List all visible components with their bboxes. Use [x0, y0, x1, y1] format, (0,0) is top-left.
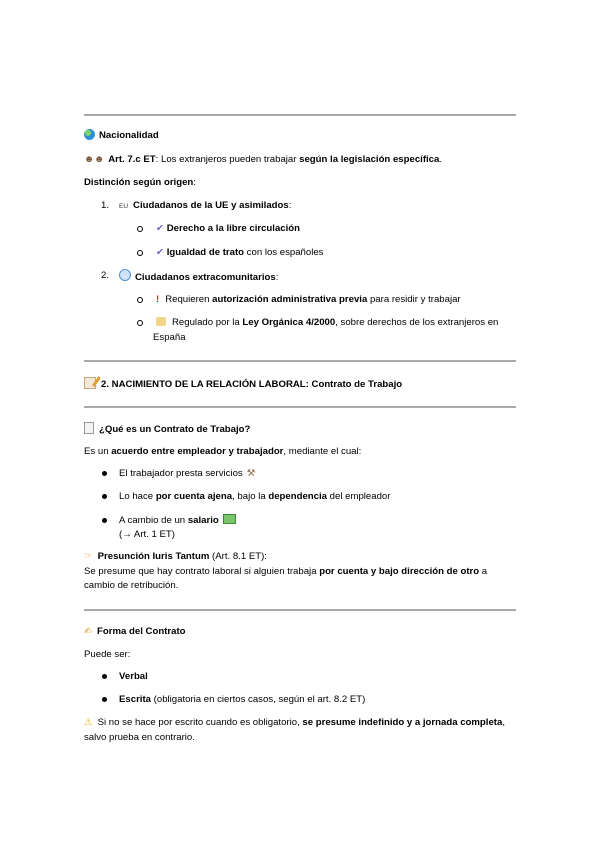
- document-icon: [84, 422, 94, 434]
- contract-intro: Es un acuerdo entre empleador y trabajador, mediante el cual:: [84, 446, 362, 457]
- list-number: 2.: [101, 270, 110, 281]
- contract-bullet-services: El trabajador presta servicios ⚒: [119, 468, 256, 479]
- presumption-heading: ☞ Presunción Iuris Tantum (Art. 8.1 ET):: [84, 551, 267, 562]
- nationality-heading: Nacionalidad: [84, 129, 159, 142]
- memo-icon: [84, 377, 96, 389]
- sub-bullet: [137, 226, 143, 232]
- contract-bullet-salary-ref: (→ Art. 1 ET): [119, 529, 175, 540]
- list-item-non-eu: Ciudadanos extracomunitarios:: [119, 269, 278, 284]
- sub-item-lo-4-2000-cont: España: [153, 332, 186, 343]
- list-number: 1.: [101, 200, 110, 211]
- divider: [84, 609, 516, 611]
- presumption-text: Se presume que hay contrato laboral si alguien trabaja por cuenta y bajo dirección de otro a: [84, 566, 488, 577]
- contract-question: ¿Qué es un Contrato de Trabajo?: [84, 422, 250, 436]
- form-bullet-verbal: Verbal: [119, 671, 148, 682]
- divider: [84, 406, 516, 408]
- check-icon: ✔: [156, 223, 165, 234]
- people-icon: ☻☻: [84, 154, 105, 165]
- globe-icon: [84, 129, 95, 140]
- form-bullet-written: Escrita (obligatoria en ciertos casos, según el art. 8.2 ET): [119, 694, 366, 705]
- sub-item-equal-treatment: ✔ Igualdad de trato con los españoles: [156, 247, 324, 258]
- sub-bullet: [137, 297, 143, 303]
- bullet: [102, 494, 107, 499]
- bullet: [102, 697, 107, 702]
- tools-icon: ⚒: [246, 468, 256, 479]
- bullet: [102, 674, 107, 679]
- writing-hand-icon: ✍: [84, 626, 93, 637]
- form-warning-cont: salvo prueba en contrario.: [84, 732, 195, 743]
- bullet: [102, 471, 107, 476]
- exclamation-icon: !: [156, 294, 160, 305]
- scroll-icon: [156, 317, 166, 326]
- divider: [84, 360, 516, 362]
- warning-icon: ⚠: [84, 717, 93, 728]
- sub-bullet: [137, 250, 143, 256]
- contract-bullet-salary: A cambio de un salario: [119, 514, 236, 527]
- pointing-hand-icon: ☞: [84, 551, 93, 562]
- bullet: [102, 518, 107, 523]
- list-item-eu: EU Ciudadanos de la UE y asimilados:: [119, 200, 292, 211]
- check-icon: ✔: [156, 247, 165, 258]
- art-7c-line: ☻☻ Art. 7.c ET: Los extranjeros pueden trabajar según la legislación específica.: [84, 154, 443, 165]
- section-2-heading: 2. NACIMIENTO DE LA RELACIÓN LABORAL: Contrato de Trabajo: [84, 377, 402, 391]
- eu-flag-icon: EU: [119, 203, 129, 210]
- sub-item-authorization: ! Requieren autorización administrativa previa para residir y trabajar: [156, 294, 461, 305]
- globe-icon: [119, 269, 131, 281]
- money-icon: [223, 514, 236, 524]
- divider: [84, 114, 516, 116]
- form-heading: ✍ Forma del Contrato: [84, 626, 186, 637]
- sub-item-free-movement: ✔ Derecho a la libre circulación: [156, 223, 301, 234]
- form-warning: ⚠ Si no se hace por escrito cuando es obligatorio, se presume indefinido y a jornada completa,: [84, 717, 506, 728]
- contract-bullet-dependency: Lo hace por cuenta ajena, bajo la dependencia del empleador: [119, 491, 391, 502]
- sub-bullet: [137, 320, 143, 326]
- presumption-text-cont: cambio de retribución.: [84, 580, 179, 591]
- sub-item-lo-4-2000: Regulado por la Ley Orgánica 4/2000, sobre derechos de los extranjeros en: [156, 316, 498, 329]
- distinction-line: Distinción según origen:: [84, 177, 196, 188]
- form-can-be: Puede ser:: [84, 649, 131, 660]
